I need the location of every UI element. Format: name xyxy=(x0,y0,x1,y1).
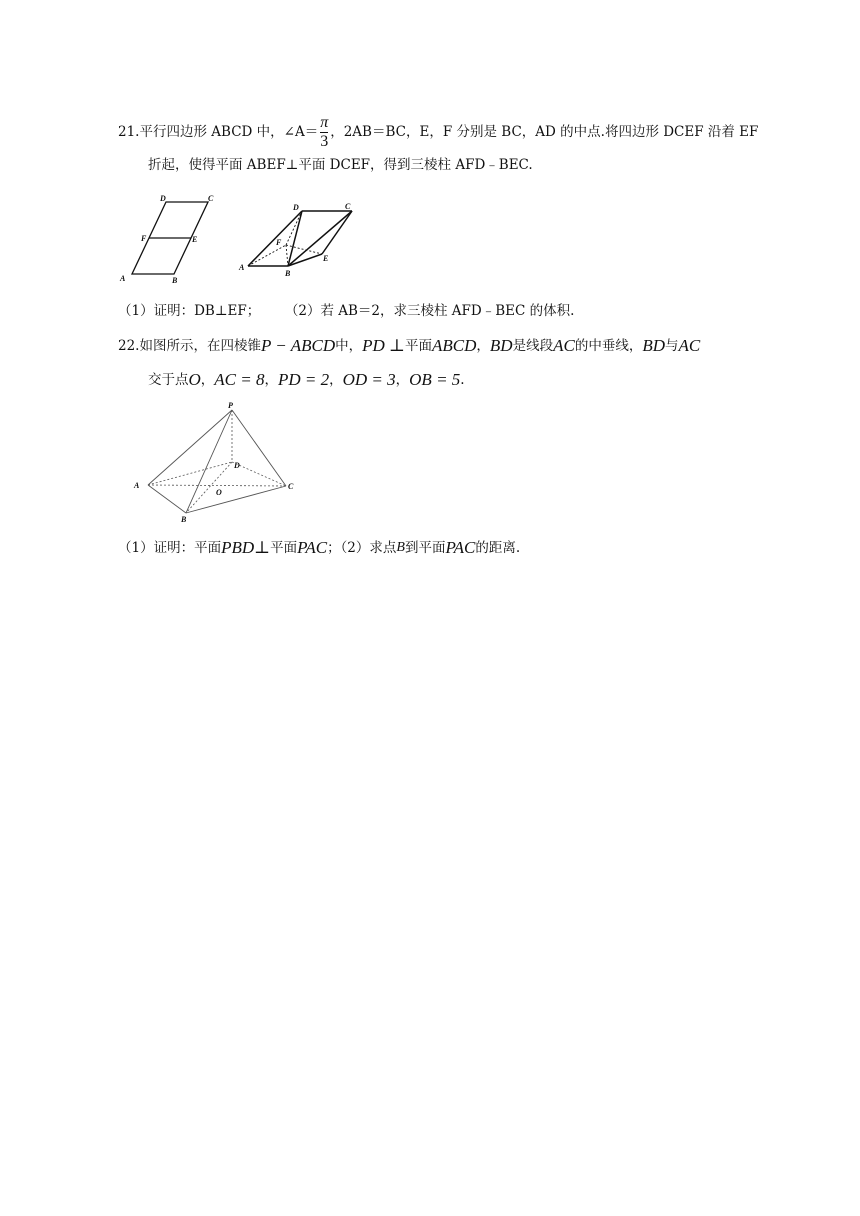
plane-pac: PAC xyxy=(445,538,476,557)
q22-text: 如图所示，在四棱锥 xyxy=(139,338,261,354)
q22-parts xyxy=(118,538,520,558)
equation-ac: AC = 8 xyxy=(214,370,265,389)
pyramid-name: P − ABCD xyxy=(260,336,336,355)
q22-text: 与 xyxy=(665,338,679,354)
label-b: B xyxy=(172,276,178,284)
parallelogram-figure xyxy=(114,192,224,284)
q22-text: 中， xyxy=(335,338,363,354)
comma: ， xyxy=(395,372,410,388)
q21-part2: （2）若 AB＝2，求三棱柱 AFD﹣BEC 的体积. xyxy=(284,303,575,319)
label-c: C xyxy=(345,202,351,211)
q22-part-text: ；（2）求点 xyxy=(327,540,397,556)
point-b: B xyxy=(396,540,405,555)
label-b: B xyxy=(181,515,187,524)
q22-part-text: 平面 xyxy=(270,540,298,556)
label-a: A xyxy=(134,481,140,490)
q21-line1 xyxy=(118,112,758,152)
label-p: P xyxy=(228,401,233,410)
segment-bd: BD xyxy=(642,336,665,355)
label-e: E xyxy=(192,235,198,244)
equation-ob: OB = 5 xyxy=(409,370,461,389)
label-a: A xyxy=(120,274,126,283)
plane-pbd: PBD xyxy=(221,538,255,557)
label-f: F xyxy=(141,234,147,243)
q21-text-a: 平行四边形 ABCD 中，∠A＝ xyxy=(139,124,319,140)
q22-part-text: （1）证明：平面 xyxy=(118,540,222,556)
segment-ac: AC xyxy=(553,336,575,355)
q22-line1 xyxy=(118,336,700,356)
label-o: O xyxy=(216,488,222,497)
plane-pac: PAC xyxy=(297,538,328,557)
label-a: A xyxy=(239,263,245,272)
label-d: D xyxy=(234,461,240,470)
pi-over-3-fraction xyxy=(320,114,328,151)
q22-line2 xyxy=(148,370,465,390)
q22-part-text: 的距离. xyxy=(475,540,521,556)
plane-abcd: ABCD xyxy=(432,336,477,355)
label-d: D xyxy=(293,203,299,212)
q22-text: 交于点 xyxy=(148,372,189,388)
segment-bd: BD xyxy=(489,336,513,355)
q22-part-text: 到平面 xyxy=(404,540,446,556)
q21-parts xyxy=(118,302,574,320)
fraction-numerator: π xyxy=(320,113,329,131)
point-o: O xyxy=(188,370,201,389)
q21-number: 21. xyxy=(118,124,140,140)
q22-text: 是线段 xyxy=(512,338,554,354)
q22-number: 22. xyxy=(118,338,140,354)
q21-line2: 折起，使得平面 ABEF⊥平面 DCEF，得到三棱柱 AFD﹣BEC. xyxy=(148,157,533,173)
q22-text: ， xyxy=(476,338,490,354)
comma: ， xyxy=(329,372,343,388)
label-e: E xyxy=(323,254,329,263)
perpendicular-symbol: ⊥ xyxy=(254,538,271,557)
label-b: B xyxy=(285,269,291,278)
comma: ， xyxy=(200,372,215,388)
period: . xyxy=(460,372,465,388)
q21-part1: （1）证明：DB⊥EF； xyxy=(118,303,261,319)
pd-perpendicular: PD ⊥ xyxy=(362,336,406,355)
equation-od: OD = 3 xyxy=(342,370,396,389)
pyramid-figure xyxy=(128,400,300,528)
q22-text: 平面 xyxy=(405,338,433,354)
comma: ， xyxy=(264,372,278,388)
q22-text: 的中垂线， xyxy=(574,338,643,354)
label-f: F xyxy=(276,238,282,247)
fraction-denominator: 3 xyxy=(320,132,329,150)
equation-pd: PD = 2 xyxy=(277,370,330,389)
q21-text-b: ，2AB＝BC，E，F 分别是 BC，AD 的中点.将四边形 DCEF 沿着 EF xyxy=(330,124,759,140)
label-c: C xyxy=(208,194,214,203)
segment-ac: AC xyxy=(678,336,701,355)
label-d: D xyxy=(160,194,166,203)
label-c: C xyxy=(288,482,294,491)
folded-prism-figure xyxy=(236,200,366,280)
